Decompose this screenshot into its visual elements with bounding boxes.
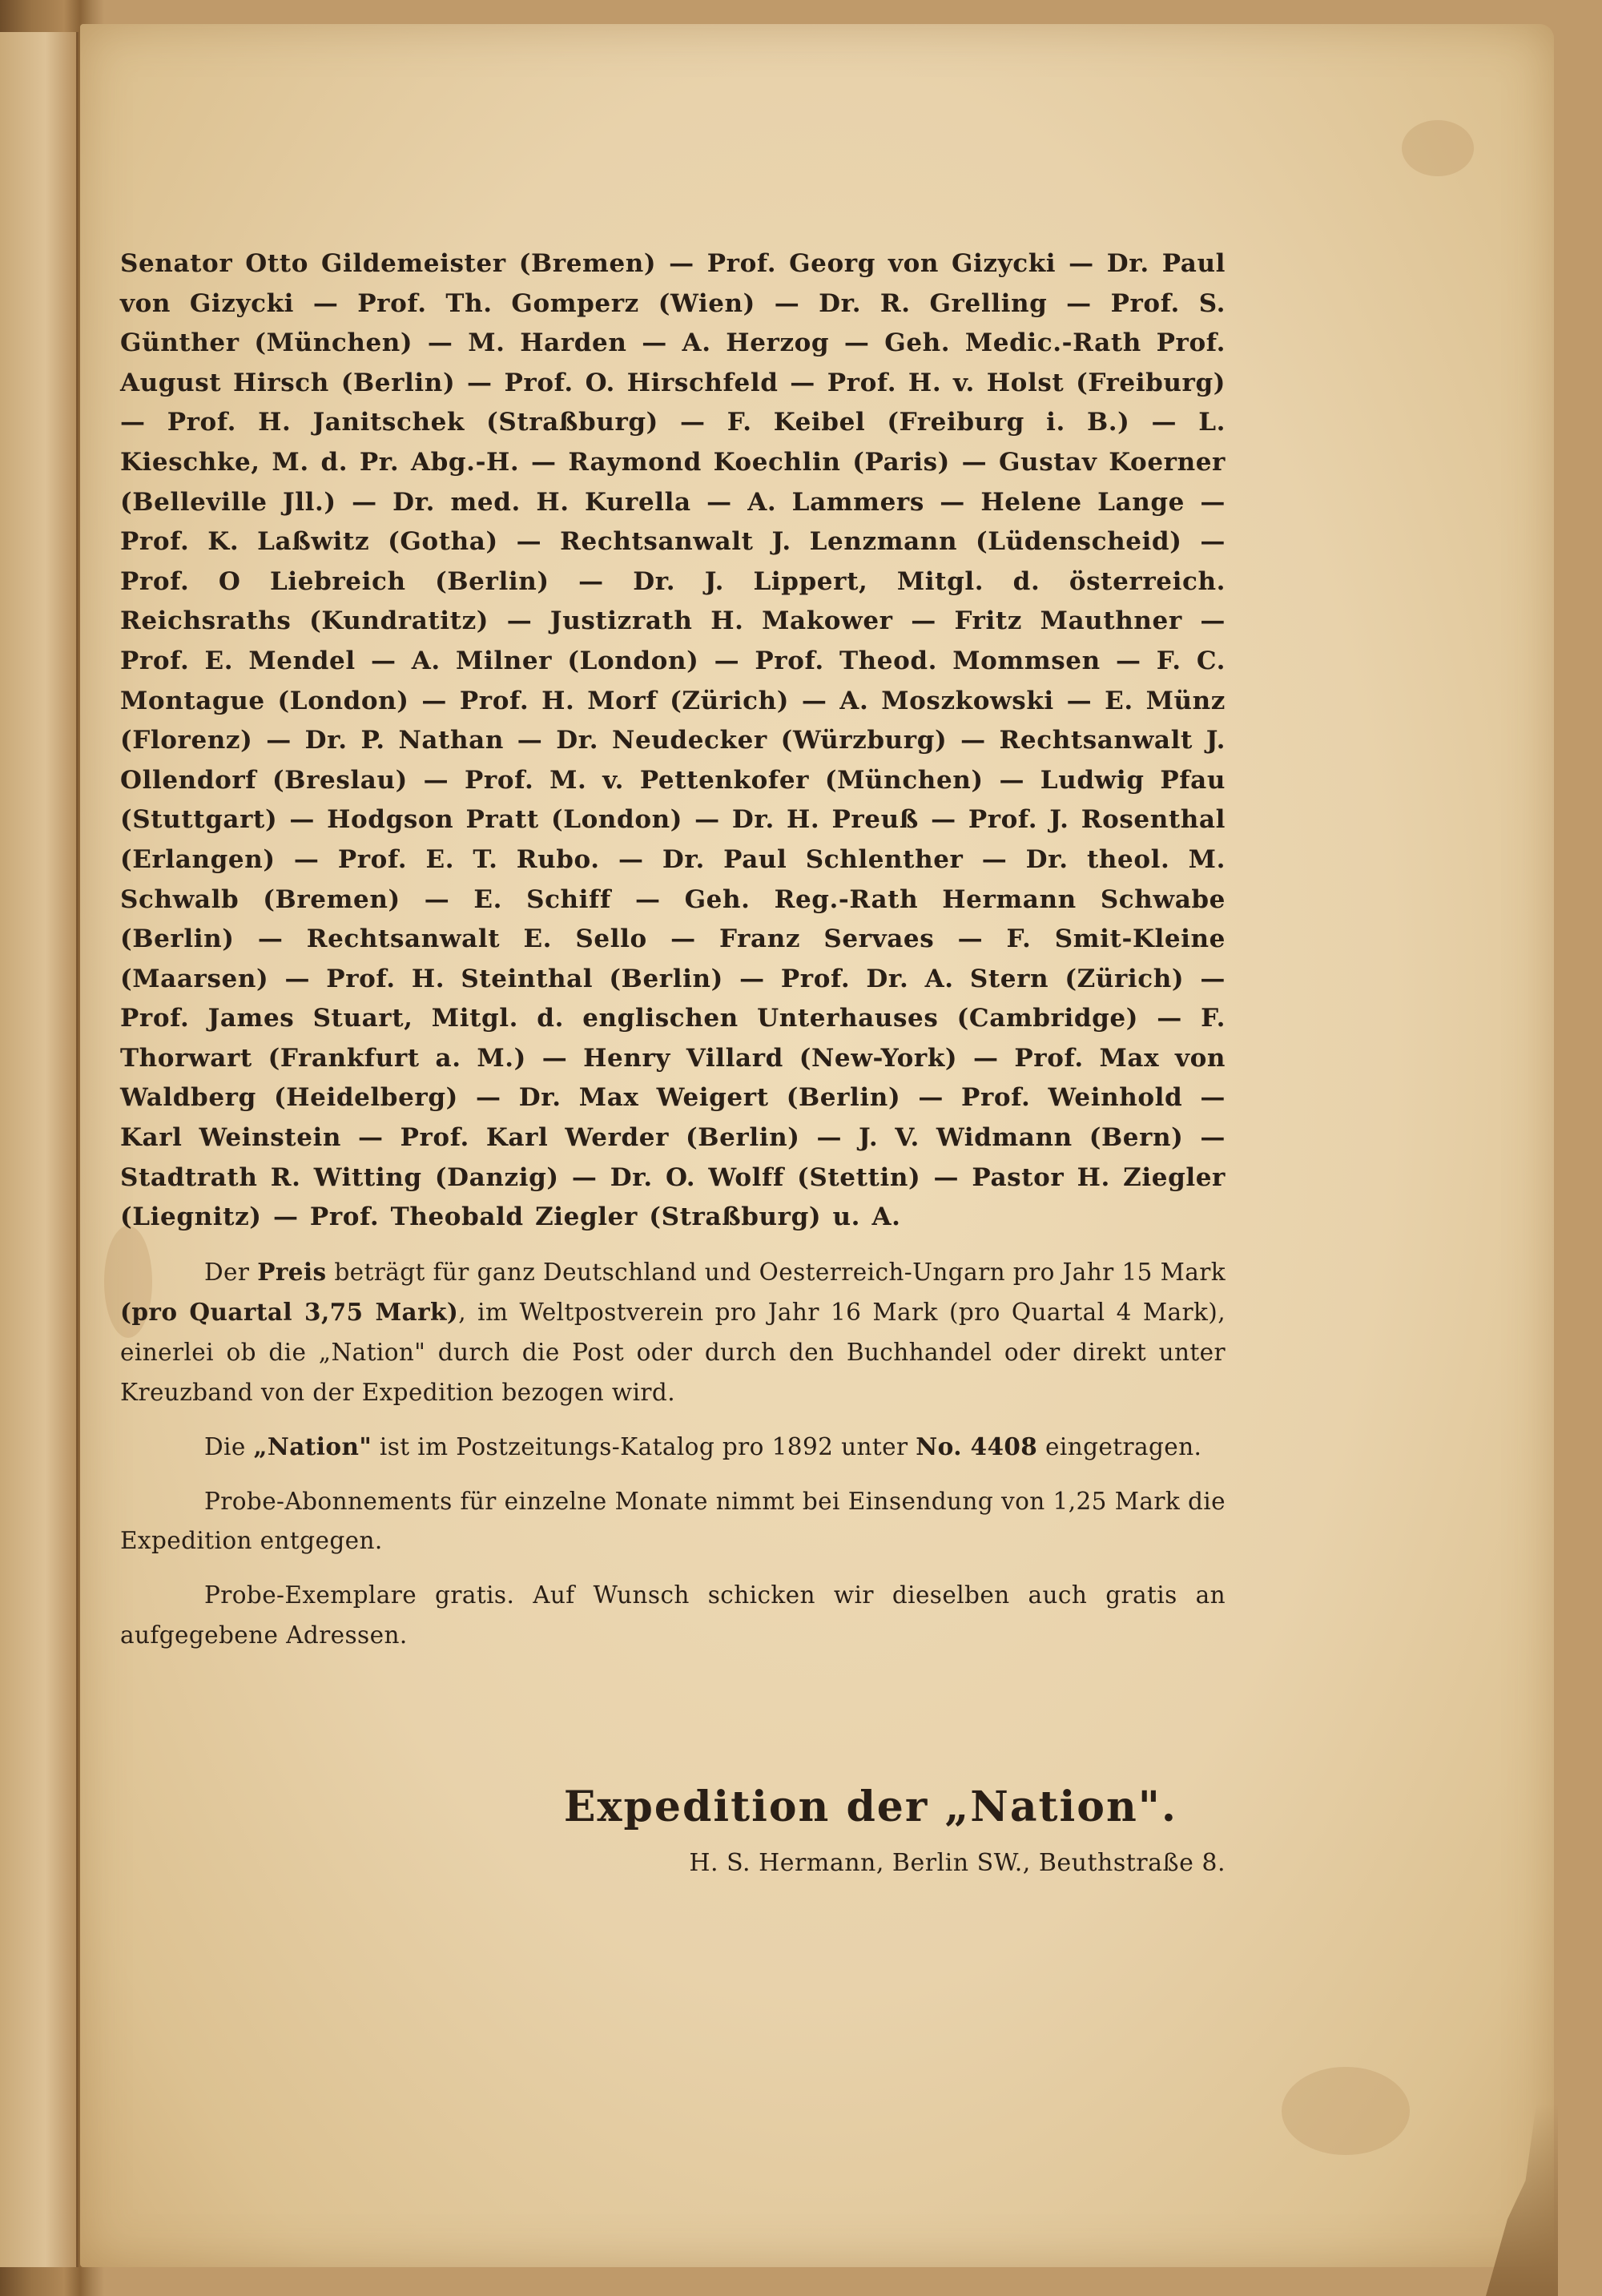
- trial-subscription-paragraph: Probe-Abonnements für einzelne Monate nimmt bei Einsendung von 1,25 Mark die Expedition entgegen.: [120, 1487, 1226, 1555]
- sample-copies-paragraph: Probe-Exemplare gratis. Auf Wunsch schicken wir dieselben auch gratis an aufgegebene Adressen.: [120, 1581, 1226, 1649]
- price-word: Preis: [257, 1257, 327, 1286]
- catalog-lead: Die: [204, 1433, 246, 1461]
- stain: [1402, 120, 1474, 176]
- catalog-name: „Nation": [253, 1432, 372, 1461]
- catalog-paragraph: [120, 1427, 1226, 1468]
- catalog-text: ist im Postzeitungs-Katalog pro 1892 unter: [379, 1433, 908, 1461]
- signature-title: Expedition der „Nation".: [563, 1782, 1177, 1831]
- signature-block: [120, 1782, 1226, 1877]
- previous-page-edge: [0, 32, 78, 2267]
- contributors-list: Senator Otto Gildemeister (Bremen) — Prof. Georg von Gizycki — Dr. Paul von Gizycki — Prof. Th. Gomperz (Wien) — Dr. R. Grelling — Prof. S. Günther (München) — M. Harden — A. Herzog — Geh. Medic.-Rath Prof. August Hirsch (Berlin) — Prof. O. Hirschfeld — Prof. H. v. Holst (Freiburg) — Prof. H. Janitschek (Straßburg) — F. Keibel (Freiburg i. B.) — L. Kieschke, M. d. Pr. Abg.-H. — Raymond Koechlin (Paris) — Gustav Koerner (Belleville Jll.) — Dr. med. H. Kurella — A. Lammers — Helene Lange — Prof. K. Laßwitz (Gotha) — Rechtsanwalt J. Lenzmann (Lüdenscheid) — Prof. O Liebreich (Berlin) — Dr. J. Lippert, Mitgl. d. österreich. Reichsraths (Kundratitz) — Justizrath H. Makower — Fritz Mauthner — Prof. E. Mendel — A. Milner (London) — Prof. Theod. Mommsen — F. C. Montague (London) — Prof. H. Morf (Zürich) — A. Moszkowski — E. Münz (Florenz) — Dr. P. Nathan — Dr. Neudecker (Würzburg) — Rechtsanwalt J. Ollendorf (Breslau) — Prof. M. v. Pettenkofer (München) — Ludwig Pfau (Stuttgart) — Hodgson Pratt (London) — Dr. H. Preuß — Prof. J. Rosenthal (Erlangen) — Prof. E. T. Rubo. — Dr. Paul Schlenther — Dr. theol. M. Schwalb (Bremen) — E. Schiff — Geh. Reg.-Rath Hermann Schwabe (Berlin) — Rechtsanwalt E. Sello — Franz Servaes — F. Smit-Kleine (Maarsen) — Prof. H. Steinthal (Berlin) — Prof. Dr. A. Stern (Zürich) — Prof. James Stuart, Mitgl. d. englischen Unterhauses (Cambridge) — F. Thorwart (Frankfurt a. M.) — Henry Villard (New-York) — Prof. Max von Waldberg (Heidelberg) — Dr. Max Weigert (Berlin) — Prof. Weinhold — Karl Weinstein — Prof. Karl Werder (Berlin) — J. V. Widmann (Bern) — Stadtrath R. Witting (Danzig) — Dr. O. Wolff (Stettin) — Pastor H. Ziegler (Liegnitz) — Prof. Theobald Ziegler (Straßburg) u. A.: [120, 249, 1226, 1232]
- stain: [1282, 2067, 1410, 2155]
- price-text: beträgt für ganz Deutschland und Oesterreich-Ungarn pro Jahr 15 Mark: [334, 1258, 1226, 1286]
- signature-address: H. S. Hermann, Berlin SW., Beuthstraße 8.: [689, 1849, 1226, 1877]
- price-text-continued: , im Weltpostverein pro Jahr 16 Mark (pro Quartal 4 Mark), einerlei ob die „Nation" durch die Post oder durch den Buchhandel oder direkt unter Kreuzband von der Expedition bezogen wird.: [120, 1299, 1226, 1406]
- text-block: [120, 244, 1226, 1655]
- price-quarter: (pro Quartal 3,75 Mark): [120, 1298, 459, 1327]
- price-lead: Der: [204, 1258, 250, 1286]
- catalog-tail: eingetragen.: [1045, 1433, 1202, 1461]
- catalog-number: No. 4408: [916, 1432, 1038, 1461]
- price-paragraph: [120, 1252, 1226, 1412]
